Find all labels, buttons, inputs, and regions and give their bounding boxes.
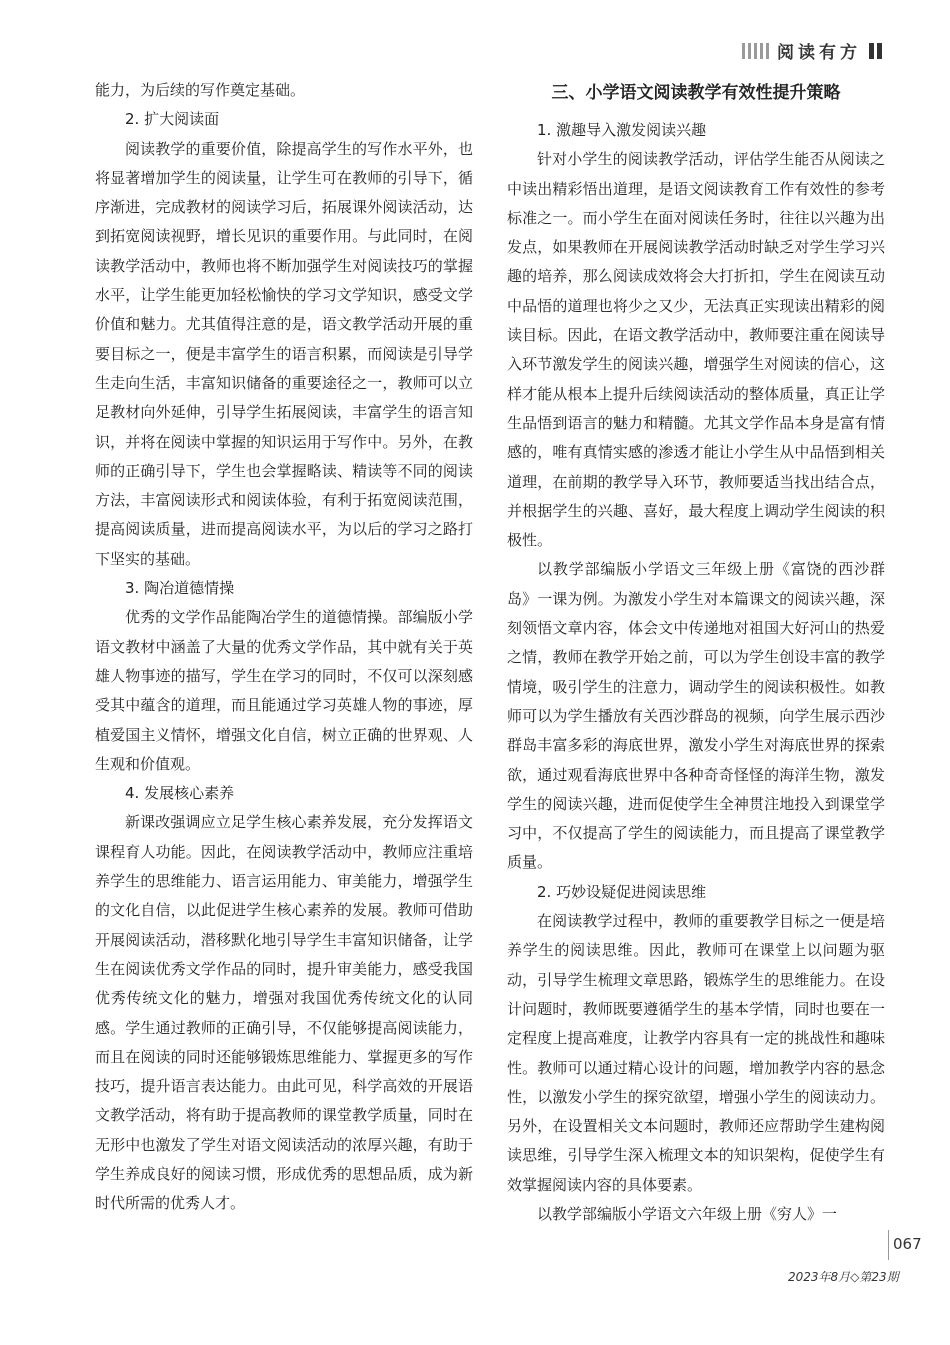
column-section-name: 阅读有方 xyxy=(777,43,861,63)
page-header xyxy=(742,38,882,63)
paragraph: 在阅读教学过程中，教师的重要教学目标之一便是培养学生的阅读思维。因此，教师可在课堂上以问题为驱动，引导学生梳理文章思路，锻炼学生的思维能力。在设计问题时，教师既要遵循学生的基本学情，同时也要在一定程度上提高难度，让教学内容具有一定的挑战性和趣味性。教师可以通过精心设计的问题，增加教学内容的悬念性，以激发小学生的探究欲望，增强小学生的阅读动力。另外，在设置相关文本问题时，教师还应帮助学生建构阅读思维，引导学生深入梳理文本的知识架构，促使学生有效掌握阅读内容的具体要素。 xyxy=(507,912,885,1194)
decor-bar xyxy=(742,43,745,59)
decor-bar xyxy=(869,43,874,59)
paragraph: 新课改强调应立足学生核心素养发展，充分发挥语文课程育人功能。因此，在阅读教学活动中，教师应注重培养学生的思维能力、语言运用能力、审美能力，增强学生的文化自信，以此促进学生核心素养的发展。教师可借助开展阅读活动，潜移默化地引导学生丰富知识储备，让学生在阅读优秀文学作品的同时，提升审美能力，感受我国优秀传统文化的魅力，增强对我国优秀传统文化的认同感。学生通过教师的正确引导，不仅能够提高阅读能力，而且在阅读的同时还能够锻炼思维能力、掌握更多的写作技巧，提升语言表达能力。由此可见，科学高效的开展语文教学活动，将有助于提高教师的课堂教学质量，同时在无形中也激发了学生对语文阅读活动的浓厚兴趣，有助于学生养成良好的阅读习惯，形成优秀的思想品质，成为新时代所需的优秀人才。 xyxy=(95,813,473,1213)
section-title: 三、小学语文阅读教学有效性提升策略 xyxy=(551,83,841,103)
paragraph: 阅读教学的重要价值，除提高学生的写作水平外，也将显著增加学生的阅读量，让学生可在教师的引导下，循序渐进，完成教材的阅读学习后，拓展课外阅读活动，达到拓宽阅读视野，增长见识的重要作用。与此同时，在阅读教学活动中，教师也将不断加强学生对阅读技巧的掌握水平，让学生能更加轻松愉快的学习文学知识，感受文学价值和魅力。尤其值得注意的是，语文教学活动开展的重要目标之一，便是丰富学生的语言积累，而阅读是引导学生走向生活，丰富知识储备的重要途径之一，教师可以立足教材向外延伸，引导学生拓展阅读，丰富学生的语言知识，并将在阅读中掌握的知识运用于写作中。另外，在教师的正确引导下，学生也会掌握略读、精读等不同的阅读方法，丰富阅读形式和阅读体验，有利于拓宽阅读范围，提高阅读质量，进而提高阅读水平，为以后的学习之路打下坚实的基础。 xyxy=(95,139,473,568)
decor-bar xyxy=(760,43,763,59)
paragraph: 以教学部编版小学语文三年级上册《富饶的西沙群岛》一课为例。为激发小学生对本篇课文的阅读兴趣，深刻领悟文章内容，体会文中传递地对祖国大好河山的热爱之情，教师在教学开始之前，可以为学生创设丰富的教学情境，吸引学生的注意力，调动学生的阅读积极性。如教师可以为学生播放有关西沙群岛的视频，向学生展示西沙群岛丰富多彩的海底世界，激发小学生对海底世界的探索欲，通过观看海底世界中各种奇奇怪怪的海洋生物，激发学生的阅读兴趣，进而促使学生全神贯注地投入到课堂学习中，不仅提高了学生的阅读能力，而且提高了课堂教学质量。 xyxy=(507,560,885,872)
subheading-core-literacy: 4. 发展核心素养 xyxy=(125,784,235,803)
page-number-divider xyxy=(888,1230,889,1260)
right-column xyxy=(507,76,885,1229)
paragraph: 能力，为后续的写作奠定基础。 xyxy=(95,81,306,99)
subheading-expand-reading: 2. 扩大阅读面 xyxy=(125,110,220,129)
decor-bar xyxy=(748,43,751,59)
decor-bar xyxy=(754,43,757,59)
subheading-questioning: 2. 巧妙设疑促进阅读思维 xyxy=(537,882,707,901)
decor-bar xyxy=(766,43,769,59)
issue-info: 2023年8月◇第23期 xyxy=(788,1270,899,1284)
subheading-interest-intro: 1. 激趣导入激发阅读兴趣 xyxy=(537,121,707,139)
paragraph: 针对小学生的阅读教学活动，评估学生能否从阅读之中读出精彩悟出道理，是语文阅读教育工作有效性的参考标准之一。而小学生在面对阅读任务时，往往以兴趣为出发点，如果教师在开展阅读教学活动时缺乏对学生学习兴趣的培养，那么阅读成效将会大打折扣，学生在阅读互动中品悟的道理也将少之又少，无法真正实现读出精彩的阅读目标。因此，在语文教学活动中，教师要注重在阅读导入环节激发学生的阅读兴趣，增强学生对阅读的信心，这样才能从根本上提升后续阅读活动的整体质量，真正让学生品悟到语言的魅力和精髓。尤其文学作品本身是富有情感的，唯有真情实感的渗透才能让小学生从中品悟到相关道理，在前期的教学导入环节，教师要适当找出结合点，并根据学生的兴趣、喜好，最大程度上调动学生阅读的积极性。 xyxy=(507,150,885,550)
decor-bar xyxy=(877,43,882,59)
subheading-moral-cultivation: 3. 陶冶道德情操 xyxy=(125,579,235,598)
paragraph: 优秀的文学作品能陶冶学生的道德情操。部编版小学语文教材中涵盖了大量的优秀文学作品，其中就有关于英雄人物事迹的描写，学生在学习的同时，不仅可以深刻感受其中蕴含的道理，而且能通过学习英雄人物的事迹，厚植爱国主义情怀，增强文化自信，树立正确的世界观、人生观和价值观。 xyxy=(95,608,473,773)
paragraph: 以教学部编版小学语文六年级上册《穷人》一 xyxy=(537,1204,838,1223)
page-number: 067 xyxy=(893,1235,922,1253)
left-column xyxy=(95,76,473,1219)
header-decoration-bars xyxy=(742,43,769,59)
header-decoration-bars-right xyxy=(869,43,882,59)
